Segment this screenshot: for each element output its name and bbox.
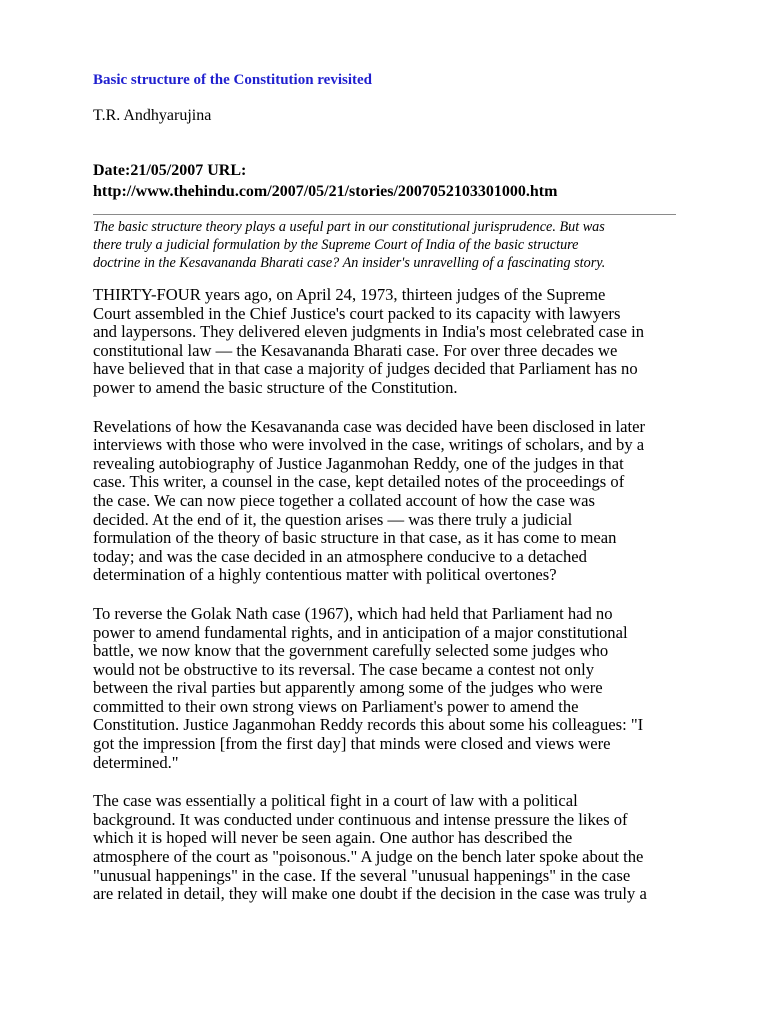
paragraph-line: have believed that in that case a majority of judges decided that Parliament has no — [93, 359, 638, 379]
article-date: Date:21/05/2007 URL: — [93, 162, 247, 179]
paragraph-line: today; and was the case decided in an atmosphere conducive to a detached — [93, 546, 587, 566]
paragraph-line: the case. We can now piece together a collated account of how the case was — [93, 490, 595, 510]
paragraph-line: committed to their own strong views on Parliament's power to amend the — [93, 696, 579, 716]
paragraph-line: power to amend fundamental rights, and in anticipation of a major constitutional — [93, 622, 628, 642]
dateline-block — [93, 160, 557, 202]
paragraph-line: power to amend the basic structure of the Constitution. — [93, 377, 458, 397]
abstract-line: The basic structure theory plays a useful part in our constitutional jurisprudence. But was — [93, 219, 605, 235]
paragraph-line: THIRTY-FOUR years ago, on April 24, 1973, thirteen judges of the Supreme — [93, 285, 606, 304]
article-body — [93, 286, 693, 924]
paragraph-line: revealing autobiography of Justice Jaganmohan Reddy, one of the judges in that — [93, 453, 624, 473]
paragraph-line: Revelations of how the Kesavananda case was decided have been disclosed in later — [93, 416, 645, 436]
body-paragraph — [93, 418, 693, 585]
article-abstract — [93, 218, 683, 272]
article-url[interactable]: http://www.thehindu.com/2007/05/21/stories/2007052103301000.htm — [93, 183, 558, 200]
paragraph-line: and laypersons. They delivered eleven judgments in India's most celebrated case in — [93, 322, 645, 342]
article-title: Basic structure of the Constitution revisited — [93, 72, 373, 88]
article-author: T.R. Andhyarujina — [93, 107, 212, 124]
body-paragraph — [93, 605, 693, 772]
paragraph-line: between the rival parties but apparently among some of the judges who were — [93, 678, 603, 698]
paragraph-line: would not be obstructive to its reversal. The case became a contest not only — [93, 659, 595, 679]
paragraph-line: determined." — [93, 752, 179, 772]
paragraph-line: Court assembled in the Chief Justice's court packed to its capacity with lawyers — [93, 303, 621, 323]
paragraph-line: battle, we now know that the government carefully selected some judges who — [93, 641, 609, 661]
paragraph-line: The case was essentially a political fight in a court of law with a political — [93, 791, 578, 811]
paragraph-line: Constitution. Justice Jaganmohan Reddy records this about some his colleagues: "I — [93, 715, 644, 735]
paragraph-line: are related in detail, they will make one doubt if the decision in the case was truly a — [93, 884, 647, 904]
abstract-line: there truly a judicial formulation by the Supreme Court of India of the basic structure — [93, 237, 579, 253]
paragraph-line: got the impression [from the first day] that minds were closed and views were — [93, 734, 611, 754]
paragraph-line: constitutional law — the Kesavananda Bharati case. For over three decades we — [93, 340, 618, 360]
paragraph-line: which it is hoped will never be seen again. One author has described the — [93, 828, 573, 848]
paragraph-line: background. It was conducted under continuous and intense pressure the likes of — [93, 809, 628, 829]
paragraph-line: formulation of the theory of basic structure in that case, as it has come to mean — [93, 528, 617, 548]
abstract-line: doctrine in the Kesavananda Bharati case? An insider's unravelling of a fascinating story. — [93, 255, 606, 271]
paragraph-line: case. This writer, a counsel in the case, kept detailed notes of the proceedings of — [93, 472, 625, 492]
paragraph-line: "unusual happenings" in the case. If the several "unusual happenings" in the case — [93, 865, 631, 885]
divider-line — [93, 214, 676, 215]
body-paragraph — [93, 286, 693, 398]
paragraph-line: determination of a highly contentious matter with political overtones? — [93, 565, 557, 585]
paragraph-line: interviews with those who were involved in the case, writings of scholars, and by a — [93, 435, 645, 455]
paragraph-line: To reverse the Golak Nath case (1967), which had held that Parliament had no — [93, 603, 613, 623]
body-paragraph — [93, 792, 693, 904]
paragraph-line: atmosphere of the court as "poisonous." A judge on the bench later spoke about the — [93, 847, 644, 867]
paragraph-line: decided. At the end of it, the question arises — was there truly a judicial — [93, 509, 573, 529]
